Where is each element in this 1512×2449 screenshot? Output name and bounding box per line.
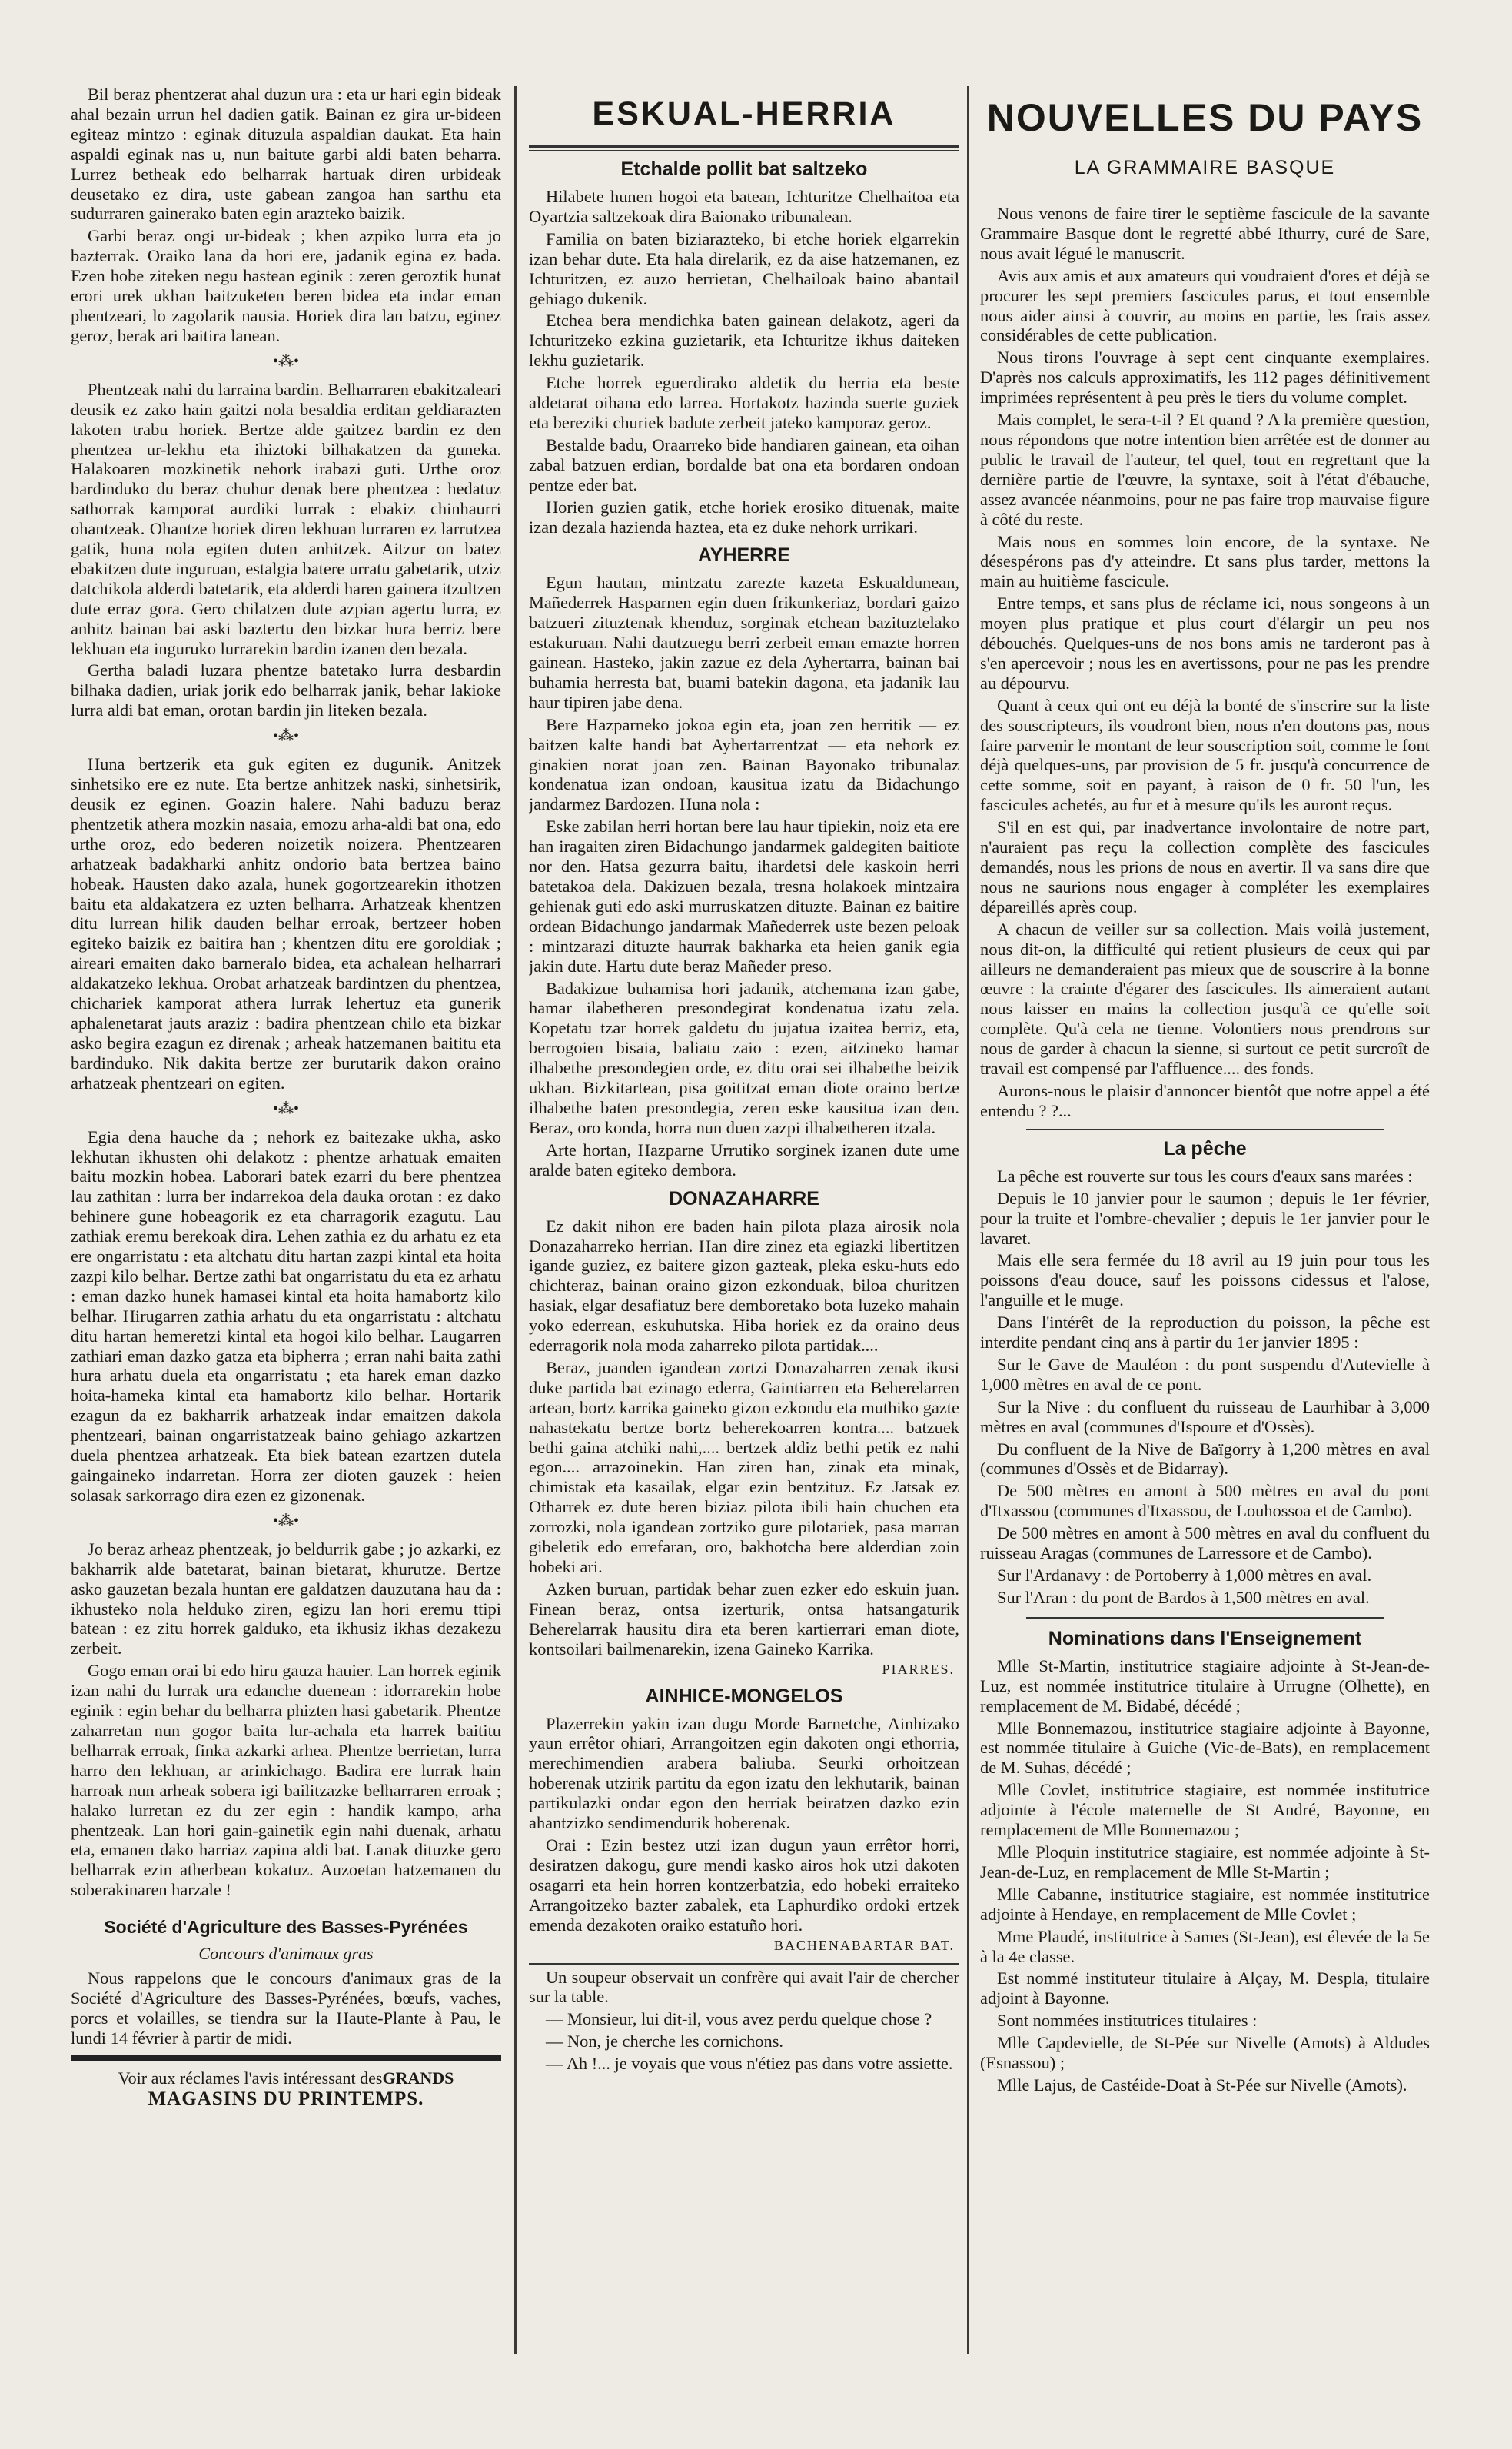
paragraph: Entre temps, et sans plus de réclame ici, nous songeons à un moyen plus pratique et plus court d'élargir un peu nos débouchés. Quelques-uns de nos bons amis ne tarderont pas à s'en apercevoir ; nous les en avertissons, pour ne pas les prendre au dépourvu. [980,594,1430,693]
paragraph: Eske zabilan herri hortan bere lau haur tipiekin, noiz eta ere han iragaiten ziren Bidachungo jandarmek galdegiten baitiote nor den. Hatsa gezurra baitu, ihardetsi dele kaskoin herri batetakoa dela. Dakizuen bezala, tresna holakoek mintzaira gehienak guti edo aski murruskatzen dituzte. Bainan ez baitire ordean Bidachungo jandarmak Mañederrek uste bezen peloak : mintzarazi dituzte haurrak bakharka eta heien ganik egia jakin dute. Hartu dute beraz Mañeder preso. [529,817,959,976]
advert-grands: GRANDS [382,2068,454,2088]
column-agriculture [71,85,501,2110]
paragraph: Garbi beraz ongi ur-bideak ; khen azpiko lurra eta jo bazterrak. Oraiko lana da hori ere, jadanik egina ez bada. Ezen hobe ziteken negu hastean eginik : zeren geroztik hunat erori urek ukhan baitzuketen beren bidea eta indar eman phentzeari, lo zagolarik nausia. Horiek dira lan batzu, eginez geroz, berak ari baitira lanean. [71,226,501,345]
paragraph: Aurons-nous le plaisir d'annoncer bientôt que notre appel a été entendu ? ?... [980,1080,1430,1120]
paragraph: Sur la Nive : du confluent du ruisseau de Laurhibar à 3,000 mètres en aval (communes d'Ispoure et d'Ossès). [980,1396,1430,1436]
paragraph: Horien guzien gatik, etche horiek erosiko dituenak, maite izan dezala hazienda haztea, eta ez duke nehork urrikari. [529,497,959,537]
paragraph: Quant à ceux qui ont eu déjà la bonté de s'inscrire sur la liste des souscripteurs, ils voudront bien, nous n'en doutons pas, nous faire parvenir le montant de leur souscription soit, comme le font déjà quelques-uns, par provision de 5 fr. jusqu'à concurrence de cette somme, soit en payant, à raison de 0 fr. 50 l'un, les fascicules achetés, au fur et à mesure qu'ils les auront reçus. [980,695,1430,815]
paragraph: Avis aux amis et aux amateurs qui voudraient d'ores et déjà se procurer les sept premiers fascicules parus, et tout ensemble nous aider ainsi à couvrir, au moins en partie, les frais assez considérables de cette publication. [980,265,1430,345]
paragraph: Depuis le 10 janvier pour le saumon ; depuis le 1er février, pour la truite et l'ombre-chevalier ; depuis le 1er janvier pour le lavaret. [980,1188,1430,1248]
paragraph: Mais complet, le sera-t-il ? Et quand ? A la première question, nous répondons que notre intention bien arrêtée est de donner au public le travail de l'auteur, tel quel, tout en regrettant que la dernière partie de l'œuvre, la syntaxe, soit à l'état d'ébauche, assez avancée néanmoins, pour ne pas faire trop mauvaise figure à côté du reste. [980,410,1430,529]
column-nouvelles [980,85,1430,2098]
paragraph: Sur l'Ardanavy : de Portoberry à 1,000 mètres en aval. [997,1566,1372,1585]
section-heading-nominations: Nominations dans l'Enseignement [1048,1627,1362,1649]
paragraph: Mais nous en sommes loin encore, de la syntaxe. Ne désespérons pas d'y atteindre. Et sans plus tarder, mettons la main au huitième fascicule. [980,531,1430,591]
paragraph: Familia on baten biziarazteko, bi etche horiek elgarrekin izan behar dute. Eta hala direlarik, ez da aise hatzemanen, ez Ichturitzen, ez auzo herrietan, Chelhailoak baino abantail gehiago dukenik. [529,228,959,308]
advert-text: Voir aux réclames l'avis intéressant des [118,2068,383,2088]
paragraph: Badakizue buhamisa hori jadanik, atchemana izan gabe, hamar ilabetheren presondegirat kondenatua izatu zela. Kopetatu tzar horrek galdetu du jujatua izaitea berriz, eta, berrogoien bisaia, baliatu zaio : ezen, aitzineko hamar ilhabethe presondegien orde, ez ditu orai sei ilhabethe beizik ukhan. Bizkitartean, pisa goititzat eman diote oraino bertze ilhabethe baten presondegia, zeren eske kausitua izan den. Beraz, oro konda, horra nun duen zazpi ilhabetheren itzala. [529,978,959,1137]
paragraph: Sur l'Aran : du pont de Bardos à 1,500 mètres en aval. [997,1587,1370,1607]
paragraph: Mlle Lajus, de Castéide-Doat à St-Pée sur Nivelle (Amots). [997,2075,1407,2095]
paragraph: Mlle Cabanne, institutrice stagiaire, est nommée institutrice adjointe à Hendaye, en remplacement de Mlle Covlet ; [980,1884,1430,1924]
signature: BACHENABARTAR BAT. [773,1937,955,1953]
paragraph: Egun hautan, mintzatu zarezte kazeta Eskualdunean, Mañederrek Hasparnen egin duen frikunkeriaz, bordari gaizo batzueri zituztenak khenduz, sorginak etchean bazituztelako estakuruan. Nahi dautzuegu berri zerbeit eman emazte horren gainean. Hasteko, jakin zazue ez dela Ayhertarra, bainan bai buhamia herresta bat, buami batekin dagona, eta jadanik lau haur tipiren jabe dena. [529,573,959,712]
paragraph: Dans l'intérêt de la reproduction du poisson, la pêche est interdite pendant cinq ans à partir du 1er janvier 1895 : [980,1313,1430,1353]
section-asterism: •⁂• [272,727,299,745]
paragraph: Hilabete hunen hogoi eta batean, Ichturitze Chelhaitoa eta Oyartzia saltzekoak dira Baionako tribunalean. [529,187,959,226]
paragraph: Bil beraz phentzerat ahal duzun ura : eta ur hari egin bideak ahal bezain urrun hel dadien gatik. Bainan ez gira ur-bideen egiteaz mintzo : eginak dituzula aspaldian daukat. Eta hain aspaldi eginak nas u, nun baitute garbi aldi baten beharra. Lurrez betheak edo belharrak hartuak diren urbideak deusetako ez dira, uste gabean zangoa han sarthu eta sudurraren gainerako baten egin arazteko baizik. [71,85,501,224]
paragraph: Azken buruan, partidak behar zuen ezker edo eskuin juan. Finean beraz, ontsa izerturik, ontsa hatsangaturik Beherelarrak hausitu dira eta beren kartierrari eman diote, kontsoilari bailmenarekin, izena Gaineko Karrika. [529,1579,959,1659]
paragraph: S'il en est qui, par inadvertance involontaire de notre part, n'auraient pas reçu la collection complète des fascicules demandés, nous les prions de nous en avertir. Il va sans dire que nous ne saurions nous engager à compléter les exemplaires dépareillés après coup. [980,817,1430,917]
paragraph: Nous tirons l'ouvrage à sept cent cinquante exemplaires. D'après nos calculs approximatifs, les 112 pages définitivement imprimées représentent à peu près le tiers du volume complet. [980,348,1430,408]
section-heading-peche: La pêche [1163,1137,1247,1160]
section-heading-donazaharre: DONAZAHARRE [669,1187,819,1210]
paragraph: Gertha baladi luzara phentze batetako lurra desbardin bilhaka dadien, uriak jorik edo belharrak janik, behar lakioke lurra aldi bat eman, orotan bardin jin liteken bezala. [71,660,501,720]
advert-printemps: MAGASINS DU PRINTEMPS. [148,2088,424,2109]
section-heading: Etchalde pollit bat saltzeko [620,158,868,180]
paragraph: Est nommé instituteur titulaire à Alçay, M. Despla, titulaire adjoint à Bayonne. [980,1968,1430,2008]
paragraph: Orai : Ezin bestez utzi izan dugun yaun errêtor horri, desiratzen dakogu, gure mendi kasko airos hok utzi dakoten osagarri eta hein horren kontzerbatzia, edo hobeki erraiteko Arrangoitzeko bazter zabalek, eta Laphurdiko ordoki ertzek emenda dezakoten oraiko estatuño hori. [529,1835,959,1935]
paragraph: Plazerrekin yakin izan dugu Morde Barnetche, Ainhizako yaun errêtor ohiari, Arrangoitzen egin dakoten ongi ethorria, merechimendien arabera baliuba. Seurki orhoitzean hoberenak utzirik partitu da egon izatu den lekhutarik, bainan partikulazki ondar egon den herriak beiratzen dazko ezin ahantzizko sendimendurik hoberenak. [529,1713,959,1833]
paragraph: Etchea bera mendichka baten gainean delakotz, ageri da Ichturitzeko ezkina guzietarik, eta Ichturitze ikhus daiteken lekhu guzietarik. [529,311,959,371]
divider [1026,1617,1384,1619]
divider [529,1963,959,1965]
paragraph: Mlle St-Martin, institutrice stagiaire adjointe à St-Jean-de-Luz, est nommée institutrice titulaire à Urrugne (Olhette), en remplacement de M. Bidabé, décédé ; [980,1655,1430,1715]
paragraph: Egia dena hauche da ; nehork ez baitezake ukha, asko lekhutan ikhusten ohi delakotz : phentze arhatuak emaiten baitu mozkin hobea. Laborari batek ezarri du bere phentzea lau zathitan : lurra ber indarrekoa dela dauka orotan : ez dako behinere gune hobeagorik ez eta charragorik ezagutu. Lau zathiak eremu berekoak dira. Lehen zathia ez du arhatu ez eta ere ongarristatu : eta altchatu ditu hartan zazpi kintal eta hoita zazpi kilo belhar. Bertze zathi bat ongarristatu du eta ez arhatu : eman dazko hunek hamasei kintal eta hoita hamabortz kilo belhar. Hirugarren zathia arhatu du eta ongarristatu : altchatu ditu hartan hemeretzi kintal eta hogoi kilo belhar. Laugarren zathiari eman dazko gatza eta bipherra ; erran nahi baita zathi hura arhatu duela eta ongarristatu ; eta harek eman dazko hoita-hameka kintal eta hamabortz kilo belhar. Hortarik ezagun da ez bakharrik arhatzeak indar emaitzen dakola phentzeari, bainan ongarristatzeak baino gehiago azkartzen duela phentzea arhatzeak. Eta biek batean ezartzen dutela gaingaineko indarretan. Horra zer dioten gauzek : heien solasak sarkorrago dira ezen ez gizonenak. [71,1126,501,1505]
grammar-heading: LA GRAMMAIRE BASQUE [1074,157,1336,178]
column-eskual-herria [529,85,959,2076]
paragraph: A chacun de veiller sur sa collection. Mais voilà justement, nous dit-on, la difficulté qui retient plusieurs de ceux qui par ailleurs ne demanderaient pas mieux que de souscrire à la bonne œuvre : la crainte d'égarer des fascicules. Ils aimeraient autant nous laisser en mains la collection jusqu'à ce qu'elle soit complète. Qu'à cela ne tienne. Volontiers nous prendrons sur nous de garder à chacun la sienne, si surtout ce petit surcroît de travail est compensé par l'affluence.... des fonds. [980,919,1430,1079]
society-heading: Société d'Agriculture des Basses-Pyrénées [104,1917,468,1938]
section-heading-ainhice: AINHICE-MONGELOS [645,1685,843,1707]
paragraph: Mlle Ploquin institutrice stagiaire, est nommée adjointe à St-Jean-de-Luz, en remplacement de Mlle St-Martin ; [980,1842,1430,1882]
paragraph: Bere Hazparneko jokoa egin eta, joan zen herritik — ez baitzen kalte handi bat Ayhertarrentzat — eta nehork ez ginakien norat joan zen. Bainan Bayonako tribunalaz kondenatua izan ondoan, kausitua izatu da Bidachungo jandarmez Bardozen. Huna nola : [529,714,959,814]
section-asterism: •⁂• [272,1100,299,1117]
paragraph: Phentzeak nahi du larraina bardin. Belharraren ebakitzaleari deusik ez zako hain gaitzi nola besaldia erditan geldiarazten lakoten trabu horiek. Bertze alde gaitzez bardin ez den phentzea ur-lekhu eta ihiztoki bilhakatzen da guneka. Halakoaren mozkinetik nehork irabazi guti. Urthe oroz bardinduko du beraz chuhur denak bere phentzea : hedatuz sathorrak kamporat aurdiki lurrak : ebakiz chinhaurri ohantzeak. Ohantze horiek diren lekhuan lurraren ez larrutzea gatik, huna nola egiten duten anhitzek. Aitzur on batez ebakitzen dute inguruan, estalgia batere urratu gabetarik, utziz datchikola alderdi batetarik, eta alderdi haren gainera itzultzen dute erraz gora. Gero chilatzen dute azpian agertu lurra, ez anhitz bainan bai aski baztertu den bizkar hura berriz bere lekhuan eta inguruko lurrarekin bardin izanen den bezala. [71,379,501,658]
society-subheading: Concours d'animaux gras [198,1944,374,1964]
paragraph: Huna bertzerik eta guk egiten ez dugunik. Anitzek sinhetsiko ere ez nute. Eta bertze anhitzek naski, sinhetsirik, deusik ez eginen. Goazin halere. Nahi baduzu beraz phentzetik athera mozkin nasaia, emozu arha-aldi bat ona, edo urthe oroz, edo bederen noizetik noizera. Phentzearen arhatzeak badakharki anhitz ondorio bata bertzea baino hobeak. Hausten dako azala, hunek gogortzearekin ithotzen baitu eta aldakatzera ez uzten belharra. Arhatzeak khentzen ditu lurrean hilik dauden belhar erroak, bertzeer hoben egiteko baizik ez baitira han ; khentzen ditu ere goroldiak ; aireari emaiten dako barneralo bidea, eta achalean helharrari aldakatzeko lekhua. Orobat arhatzeak bardintzen du phentzea, chichariek kamporat athera lurrak lehertuz eta gunerik aphalenetarat jauts araziz : badira phentzean chilo eta bizkar asko begira ezagun ez direnak ; arheak hatzemanen baititu eta bardinduko. Nik dakita bertze zer burutarik dakon oraino arhatzeak phentzeari on egiten. [71,754,501,1093]
section-asterism: •⁂• [272,352,299,370]
paragraph: Mlle Capdevielle, de St-Pée sur Nivelle (Amots) à Aldudes (Esnassou) ; [980,2033,1430,2073]
paragraph: Sont nommées institutrices titulaires : [997,2011,1258,2031]
paragraph: Nous rappelons que le concours d'animaux gras de la Société d'Agriculture des Basses-Pyrénées, bœufs, vaches, porcs et volailles, se tiendra sur la Haute-Plante à Pau, le lundi 14 février à partir de midi. [71,1968,501,2048]
paragraph: Sur le Gave de Mauléon : du pont suspendu d'Autevielle à 1,000 mètres en aval de ce pont. [980,1354,1430,1394]
paragraph: Arte hortan, Hazparne Urrutiko sorginek izanen dute ume aralde baten egiteko dembora. [529,1140,959,1180]
joke-line: Un soupeur observait un confrère qui avait l'air de chercher sur la table. [529,1967,959,2007]
paragraph: Bestalde badu, Oraarreko bide handiaren gainean, eta oihan zabal batzuen erdian, bordalde bat ona eta bordaren ondoan pentze eder bat. [529,434,959,494]
section-heading-ayherre: AYHERRE [698,544,790,567]
paragraph: Mlle Bonnemazou, institutrice stagiaire adjointe à Bayonne, est nommée titulaire à Guiche (Vic-de-Bats), en remplacement de M. Suhas, décédé ; [980,1718,1430,1778]
paragraph: De 500 mètres en amont à 500 mètres en aval du pont d'Itxassou (communes d'Itxassou, de Louhossoa et de Cambo). [980,1481,1430,1521]
section-asterism: •⁂• [272,1512,299,1529]
joke-line: — Monsieur, lui dit-il, vous avez perdu quelque chose ? [546,2009,932,2029]
divider [1026,1129,1384,1130]
paragraph: Beraz, juanden igandean zortzi Donazaharren zenak ikusi duke partida bat ezinago ederra, Gaintiarren eta Beherelarren artean, bortz karrika gaineko gizon ezkondu eta muthiko gazte nahastekatu bertze bortz beherekoarren kontra.... batzuek bethi gaina atchiki nahi,.... bertzek aldiz bethi petik ez nahi egon.... arrazoinekin. Han ziren han, zinak eta minak, chimistak eta kasailak, elgar ezin bentzituz. Ez Jatsak ez Otharrek ez dute beren biziaz pilota ibili hain chuchen eta zorrozki, nola igandean zortziko gure pilotariek, pasa marran gibeletik edo errefaran, oro, bakhotcha bere alderdian zoin hobeki ari. [529,1357,959,1576]
paragraph: Nous venons de faire tirer le septième fascicule de la savante Grammaire Basque dont le regretté abbé Ithurry, curé de Sare, nous avait légué le manuscrit. [980,204,1430,263]
paragraph: De 500 mètres en amont à 500 mètres en aval du confluent du ruisseau Aragas (communes de Larressore et de Cambo). [980,1523,1430,1563]
paragraph: Mais elle sera fermée du 18 avril au 19 juin pour tous les poissons d'eau douce, sauf les poissons cidessus et l'alose, l'anguille et le muge. [980,1250,1430,1310]
column-rule-right [967,86,969,2354]
divider [71,2055,501,2061]
column-rule-left [514,86,517,2354]
paragraph: Jo beraz arheaz phentzeak, jo beldurrik gabe ; jo azkarki, ez bakharrik alde batetarat, bainan bietarat, khurutze. Bertze asko gauzetan bezala huntan ere galdatzen dauzutana hau da : ikhusteko nola helduko ziren, egizu lan hori eremu ttipi batean : ez zitu horrek galduko, eta ikhusiz ikhas dezakezu zerbeit. [71,1539,501,1659]
signature: PIARRES. [882,1661,955,1677]
joke-line: — Non, je cherche les cornichons. [546,2031,784,2051]
paragraph: Etche horrek eguerdirako aldetik du herria eta beste aldetarat oihana edo larrea. Hortakotz hazinda suerte guziek eta bereziki churiek badute zerbeit jateko kamporaz geroz. [529,373,959,432]
paragraph: La pêche est rouverte sur tous les cours d'eaux sans marées : [997,1166,1413,1186]
masthead-nouvelles: NOUVELLES DU PAYS [986,96,1424,139]
paragraph: Mme Plaudé, institutrice à Sames (St-Jean), est élevée de la 5e à la 4e classe. [980,1926,1430,1966]
paragraph: Mlle Covlet, institutrice stagiaire, est nommée institutrice adjointe à l'école maternelle de St André, Bayonne, en remplacement de Mlle Bonnemazou ; [980,1780,1430,1840]
masthead-eskual-herria: ESKUAL-HERRIA [592,95,896,132]
paragraph: Gogo eman orai bi edo hiru gauza hauier. Lan horrek eginik izan nahi du lurrak ura edanche duenean : idorrarekin hobe eginik : egin behar du belharra phizten hasi gabetarik. Phentze zaharretan nun gogor baita lur-achala eta harrek baititu belharrak erroak, finka azkarki arhea. Phentze berrietan, lurra harro den lekhuan, ar arinkichago. Badira ere lurrak hain harroak nun arheak sobera igi bailitzazke belharraren erroak ; halako lurretan ez du zer egin : handik kampo, arha phentzeak. Lan hori gain-gainetik egin nahi duenak, arhatu eta, emanen dako harriaz zapina aldi bat. Lanak dituzke gero belharrak ezin atherbean kokatuz. Auzoetan hatzemanen du soberakinaren harzale ! [71,1661,501,1900]
paragraph: Du confluent de la Nive de Baïgorry à 1,200 mètres en aval (communes d'Ossès et de Bidarray). [980,1439,1430,1479]
advert-line [71,2068,501,2088]
paragraph: Ez dakit nihon ere baden hain pilota plaza airosik nola Donazaharreko herrian. Han dire zinez eta egiazki libertitzen igande guziez, ez baitere gizon gazteak, pleka esku-huts edo chichteraz, bainan oraino gizon ezkonduak, biloa churitzen hasiak, elgar desafiatuz bere demboretako bota luzeko mahain yoko ederrean, eskuhutska. Hiba horiek ez da oraino deus ederragorik nola moda zaharreko pilota partidak.... [529,1216,959,1356]
masthead-rule [529,145,959,151]
joke-line: — Ah !... je voyais que vous n'étiez pas dans votre assiette. [546,2054,953,2074]
